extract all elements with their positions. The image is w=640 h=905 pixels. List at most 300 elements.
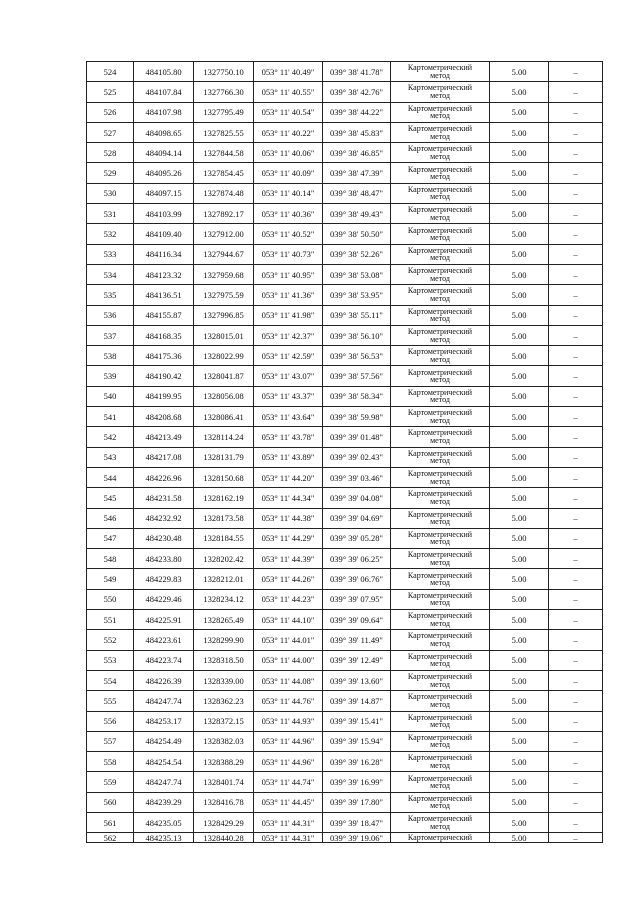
method-cell bbox=[391, 711, 490, 731]
table-row bbox=[87, 752, 603, 772]
method-line-1: Картометрический bbox=[407, 83, 473, 93]
method-line-2: метод bbox=[430, 70, 450, 80]
note-cell: – bbox=[549, 812, 603, 832]
y-coordinate-cell: 1328416.78 bbox=[194, 792, 254, 812]
table-row bbox=[87, 670, 603, 690]
x-coordinate-cell: 484107.98 bbox=[134, 102, 194, 122]
note-cell: – bbox=[549, 549, 603, 569]
table-row bbox=[87, 467, 603, 487]
method-cell bbox=[391, 143, 490, 163]
table-body bbox=[87, 62, 603, 843]
method-cell bbox=[391, 549, 490, 569]
longitude-cell: 039° 38' 42.76" bbox=[323, 82, 391, 102]
y-coordinate-cell: 1328212.01 bbox=[194, 569, 254, 589]
latitude-cell: 053° 11' 40.55" bbox=[254, 82, 323, 102]
method-cell bbox=[391, 366, 490, 386]
y-coordinate-cell: 1327844.58 bbox=[194, 143, 254, 163]
table-row bbox=[87, 650, 603, 670]
x-coordinate-cell: 484229.83 bbox=[134, 569, 194, 589]
y-coordinate-cell: 1328372.15 bbox=[194, 711, 254, 731]
method-cell bbox=[391, 752, 490, 772]
method-cell bbox=[391, 650, 490, 670]
point-number-cell: 552 bbox=[87, 630, 134, 650]
longitude-cell: 039° 39' 15.41" bbox=[323, 711, 391, 731]
x-coordinate-cell: 484199.95 bbox=[134, 386, 194, 406]
method-line-2: метод bbox=[430, 212, 450, 222]
accuracy-cell: 5.00 bbox=[490, 731, 549, 751]
note-cell: – bbox=[549, 224, 603, 244]
note-cell: – bbox=[549, 711, 603, 731]
point-number-cell: 544 bbox=[87, 467, 134, 487]
latitude-cell: 053° 11' 43.89" bbox=[254, 447, 323, 467]
method-cell bbox=[391, 731, 490, 751]
x-coordinate-cell: 484217.08 bbox=[134, 447, 194, 467]
table-row bbox=[87, 163, 603, 183]
table-row bbox=[87, 62, 603, 82]
longitude-cell: 039° 39' 01.48" bbox=[323, 427, 391, 447]
longitude-cell: 039° 39' 07.95" bbox=[323, 589, 391, 609]
method-cell bbox=[391, 812, 490, 832]
longitude-cell: 039° 38' 56.53" bbox=[323, 346, 391, 366]
method-cell bbox=[391, 163, 490, 183]
note-cell: – bbox=[549, 792, 603, 812]
accuracy-cell: 5.00 bbox=[490, 427, 549, 447]
x-coordinate-cell: 484247.74 bbox=[134, 772, 194, 792]
note-cell: – bbox=[549, 731, 603, 751]
method-line-2: метод bbox=[430, 740, 450, 750]
table-row bbox=[87, 285, 603, 305]
method-line-1: Картометрический bbox=[407, 832, 473, 842]
method-cell bbox=[391, 589, 490, 609]
x-coordinate-cell: 484097.15 bbox=[134, 183, 194, 203]
method-line-1: Картометрический bbox=[407, 550, 473, 560]
note-cell: – bbox=[549, 163, 603, 183]
point-number-cell: 531 bbox=[87, 204, 134, 224]
y-coordinate-cell: 1327959.68 bbox=[194, 264, 254, 284]
longitude-cell: 039° 38' 50.50" bbox=[323, 224, 391, 244]
latitude-cell: 053° 11' 44.34" bbox=[254, 488, 323, 508]
latitude-cell: 053° 11' 44.26" bbox=[254, 569, 323, 589]
method-cell bbox=[391, 427, 490, 447]
method-line-1: Картометрический bbox=[407, 651, 473, 661]
x-coordinate-cell: 484254.54 bbox=[134, 752, 194, 772]
note-cell: – bbox=[549, 488, 603, 508]
x-coordinate-cell: 484235.13 bbox=[134, 833, 194, 843]
table-row bbox=[87, 325, 603, 345]
method-line-2: метод bbox=[430, 334, 450, 344]
note-cell: – bbox=[549, 528, 603, 548]
accuracy-cell: 5.00 bbox=[490, 346, 549, 366]
method-line-2: метод bbox=[430, 172, 450, 182]
note-cell: – bbox=[549, 589, 603, 609]
method-line-1: Картометрический bbox=[407, 103, 473, 113]
method-line-2: метод bbox=[430, 476, 450, 486]
method-line-1: Картометрический bbox=[407, 529, 473, 539]
method-line-2: метод bbox=[430, 638, 450, 648]
method-cell bbox=[391, 224, 490, 244]
latitude-cell: 053° 11' 41.36" bbox=[254, 285, 323, 305]
table-row bbox=[87, 386, 603, 406]
method-line-1: Картометрический bbox=[407, 266, 473, 276]
method-line-1: Картометрический bbox=[407, 367, 473, 377]
y-coordinate-cell: 1327825.55 bbox=[194, 122, 254, 142]
longitude-cell: 039° 39' 18.47" bbox=[323, 812, 391, 832]
x-coordinate-cell: 484254.49 bbox=[134, 731, 194, 751]
table-row bbox=[87, 346, 603, 366]
point-number-cell: 530 bbox=[87, 183, 134, 203]
table-row bbox=[87, 589, 603, 609]
y-coordinate-cell: 1328086.41 bbox=[194, 407, 254, 427]
y-coordinate-cell: 1327750.10 bbox=[194, 62, 254, 82]
x-coordinate-cell: 484175.36 bbox=[134, 346, 194, 366]
note-cell: – bbox=[549, 346, 603, 366]
point-number-cell: 536 bbox=[87, 305, 134, 325]
accuracy-cell: 5.00 bbox=[490, 812, 549, 832]
note-cell: – bbox=[549, 102, 603, 122]
method-line-1: Картометрический bbox=[407, 732, 473, 742]
longitude-cell: 039° 39' 17.80" bbox=[323, 792, 391, 812]
method-line-1: Картометрический bbox=[407, 692, 473, 702]
x-coordinate-cell: 484116.34 bbox=[134, 244, 194, 264]
table-row bbox=[87, 772, 603, 792]
method-line-1: Картометрический bbox=[407, 327, 473, 336]
point-number-cell: 545 bbox=[87, 488, 134, 508]
x-coordinate-cell: 484098.65 bbox=[134, 122, 194, 142]
method-cell bbox=[391, 569, 490, 589]
point-number-cell: 550 bbox=[87, 589, 134, 609]
note-cell: – bbox=[549, 772, 603, 792]
y-coordinate-cell: 1327975.59 bbox=[194, 285, 254, 305]
y-coordinate-cell: 1327766.30 bbox=[194, 82, 254, 102]
latitude-cell: 053° 11' 44.74" bbox=[254, 772, 323, 792]
note-cell: – bbox=[549, 183, 603, 203]
method-line-1: Картометрический bbox=[407, 408, 473, 418]
y-coordinate-cell: 1328150.68 bbox=[194, 467, 254, 487]
method-line-2: метод bbox=[430, 90, 450, 100]
accuracy-cell: 5.00 bbox=[490, 143, 549, 163]
x-coordinate-cell: 484235.05 bbox=[134, 812, 194, 832]
method-line-1: Картометрический bbox=[407, 590, 473, 600]
accuracy-cell: 5.00 bbox=[490, 386, 549, 406]
longitude-cell: 039° 38' 41.78" bbox=[323, 62, 391, 82]
method-line-1: Картометрический bbox=[407, 712, 473, 722]
x-coordinate-cell: 484226.96 bbox=[134, 467, 194, 487]
latitude-cell: 053° 11' 42.59" bbox=[254, 346, 323, 366]
x-coordinate-cell: 484208.68 bbox=[134, 407, 194, 427]
method-line-2: метод bbox=[430, 354, 450, 364]
method-line-1: Картометрический bbox=[407, 164, 473, 174]
latitude-cell: 053° 11' 40.36" bbox=[254, 204, 323, 224]
note-cell: – bbox=[549, 122, 603, 142]
longitude-cell: 039° 39' 16.99" bbox=[323, 772, 391, 792]
latitude-cell: 053° 11' 40.14" bbox=[254, 183, 323, 203]
method-line-2: метод bbox=[430, 131, 450, 141]
longitude-cell: 039° 39' 11.49" bbox=[323, 630, 391, 650]
method-cell bbox=[391, 670, 490, 690]
y-coordinate-cell: 1327944.67 bbox=[194, 244, 254, 264]
method-cell bbox=[391, 528, 490, 548]
x-coordinate-cell: 484232.92 bbox=[134, 508, 194, 528]
x-coordinate-cell: 484190.42 bbox=[134, 366, 194, 386]
note-cell: – bbox=[549, 447, 603, 467]
method-line-2: метод bbox=[430, 496, 450, 506]
note-cell: – bbox=[549, 833, 603, 843]
x-coordinate-cell: 484229.46 bbox=[134, 589, 194, 609]
accuracy-cell: 5.00 bbox=[490, 407, 549, 427]
method-cell bbox=[391, 610, 490, 630]
note-cell: – bbox=[549, 305, 603, 325]
x-coordinate-cell: 484123.32 bbox=[134, 264, 194, 284]
longitude-cell: 039° 39' 06.76" bbox=[323, 569, 391, 589]
method-line-1: Картометрический bbox=[407, 753, 473, 763]
method-cell bbox=[391, 792, 490, 812]
table-row bbox=[87, 528, 603, 548]
accuracy-cell: 5.00 bbox=[490, 82, 549, 102]
point-number-cell: 524 bbox=[87, 62, 134, 82]
y-coordinate-cell: 1327854.45 bbox=[194, 163, 254, 183]
accuracy-cell: 5.00 bbox=[490, 325, 549, 345]
accuracy-cell: 5.00 bbox=[490, 102, 549, 122]
table-row bbox=[87, 711, 603, 731]
point-number-cell: 526 bbox=[87, 102, 134, 122]
note-cell: – bbox=[549, 143, 603, 163]
point-number-cell: 556 bbox=[87, 711, 134, 731]
method-line-1: Картометрический bbox=[407, 672, 473, 682]
method-cell bbox=[391, 82, 490, 102]
method-line-1: Картометрический bbox=[407, 773, 473, 783]
x-coordinate-cell: 484155.87 bbox=[134, 305, 194, 325]
x-coordinate-cell: 484136.51 bbox=[134, 285, 194, 305]
latitude-cell: 053° 11' 44.08" bbox=[254, 670, 323, 690]
longitude-cell: 039° 38' 44.22" bbox=[323, 102, 391, 122]
method-line-2: метод bbox=[430, 151, 450, 161]
latitude-cell: 053° 11' 43.37" bbox=[254, 386, 323, 406]
method-cell bbox=[391, 833, 490, 843]
point-number-cell: 533 bbox=[87, 244, 134, 264]
point-number-cell: 537 bbox=[87, 325, 134, 345]
latitude-cell: 053° 11' 44.96" bbox=[254, 731, 323, 751]
table-row bbox=[87, 569, 603, 589]
longitude-cell: 039° 39' 15.94" bbox=[323, 731, 391, 751]
accuracy-cell: 5.00 bbox=[490, 549, 549, 569]
y-coordinate-cell: 1328184.55 bbox=[194, 528, 254, 548]
latitude-cell: 053° 11' 44.45" bbox=[254, 792, 323, 812]
x-coordinate-cell: 484239.29 bbox=[134, 792, 194, 812]
table-row bbox=[87, 691, 603, 711]
method-cell bbox=[391, 122, 490, 142]
method-line-1: Картометрический bbox=[407, 63, 473, 73]
longitude-cell: 039° 38' 59.98" bbox=[323, 407, 391, 427]
longitude-cell: 039° 38' 52.26" bbox=[323, 244, 391, 264]
y-coordinate-cell: 1328440.28 bbox=[194, 833, 254, 843]
accuracy-cell: 5.00 bbox=[490, 792, 549, 812]
x-coordinate-cell: 484231.58 bbox=[134, 488, 194, 508]
method-line-2: метод bbox=[430, 679, 450, 689]
x-coordinate-cell: 484103.99 bbox=[134, 204, 194, 224]
latitude-cell: 053° 11' 44.29" bbox=[254, 528, 323, 548]
latitude-cell: 053° 11' 40.73" bbox=[254, 244, 323, 264]
accuracy-cell: 5.00 bbox=[490, 711, 549, 731]
table-row bbox=[87, 224, 603, 244]
table-row bbox=[87, 610, 603, 630]
method-cell bbox=[391, 62, 490, 82]
table-row bbox=[87, 549, 603, 569]
latitude-cell: 053° 11' 44.38" bbox=[254, 508, 323, 528]
y-coordinate-cell: 1328022.99 bbox=[194, 346, 254, 366]
accuracy-cell: 5.00 bbox=[490, 488, 549, 508]
note-cell: – bbox=[549, 670, 603, 690]
accuracy-cell: 5.00 bbox=[490, 62, 549, 82]
note-cell: – bbox=[549, 508, 603, 528]
method-line-1: Картометрический bbox=[407, 306, 473, 316]
method-line-2: метод bbox=[430, 618, 450, 628]
y-coordinate-cell: 1328339.00 bbox=[194, 670, 254, 690]
latitude-cell: 053° 11' 40.06" bbox=[254, 143, 323, 163]
longitude-cell: 039° 38' 53.95" bbox=[323, 285, 391, 305]
point-number-cell: 529 bbox=[87, 163, 134, 183]
accuracy-cell: 5.00 bbox=[490, 610, 549, 630]
point-number-cell: 535 bbox=[87, 285, 134, 305]
longitude-cell: 039° 39' 09.64" bbox=[323, 610, 391, 630]
accuracy-cell: 5.00 bbox=[490, 264, 549, 284]
accuracy-cell: 5.00 bbox=[490, 630, 549, 650]
method-line-1: Картометрический bbox=[407, 570, 473, 580]
x-coordinate-cell: 484213.49 bbox=[134, 427, 194, 447]
method-line-1: Картометрический bbox=[407, 428, 473, 438]
accuracy-cell: 5.00 bbox=[490, 447, 549, 467]
longitude-cell: 039° 38' 47.39" bbox=[323, 163, 391, 183]
method-line-2: метод bbox=[430, 598, 450, 608]
point-number-cell: 559 bbox=[87, 772, 134, 792]
method-line-2: метод bbox=[430, 415, 450, 425]
point-number-cell: 558 bbox=[87, 752, 134, 772]
method-line-1: Картометрический bbox=[407, 631, 473, 641]
point-number-cell: 554 bbox=[87, 670, 134, 690]
accuracy-cell: 5.00 bbox=[490, 528, 549, 548]
y-coordinate-cell: 1328362.23 bbox=[194, 691, 254, 711]
method-cell bbox=[391, 285, 490, 305]
method-line-2: метод bbox=[430, 192, 450, 202]
point-number-cell: 560 bbox=[87, 792, 134, 812]
longitude-cell: 039° 38' 57.56" bbox=[323, 366, 391, 386]
longitude-cell: 039° 38' 56.10" bbox=[323, 325, 391, 345]
longitude-cell: 039° 38' 53.08" bbox=[323, 264, 391, 284]
latitude-cell: 053° 11' 40.22" bbox=[254, 122, 323, 142]
point-number-cell: 557 bbox=[87, 731, 134, 751]
y-coordinate-cell: 1328162.19 bbox=[194, 488, 254, 508]
accuracy-cell: 5.00 bbox=[490, 772, 549, 792]
method-line-1: Картометрический bbox=[407, 124, 473, 134]
accuracy-cell: 5.00 bbox=[490, 467, 549, 487]
point-number-cell: 532 bbox=[87, 224, 134, 244]
point-number-cell: 538 bbox=[87, 346, 134, 366]
method-line-2: метод bbox=[430, 517, 450, 527]
method-line-1: Картометрический bbox=[407, 286, 473, 296]
x-coordinate-cell: 484225.91 bbox=[134, 610, 194, 630]
y-coordinate-cell: 1327912.00 bbox=[194, 224, 254, 244]
table-row bbox=[87, 305, 603, 325]
longitude-cell: 039° 39' 04.69" bbox=[323, 508, 391, 528]
y-coordinate-cell: 1327874.48 bbox=[194, 183, 254, 203]
accuracy-cell: 5.00 bbox=[490, 752, 549, 772]
method-cell bbox=[391, 386, 490, 406]
note-cell: – bbox=[549, 630, 603, 650]
latitude-cell: 053° 11' 42.37" bbox=[254, 325, 323, 345]
latitude-cell: 053° 11' 43.64" bbox=[254, 407, 323, 427]
table-row bbox=[87, 427, 603, 447]
note-cell: – bbox=[549, 386, 603, 406]
point-number-cell: 549 bbox=[87, 569, 134, 589]
y-coordinate-cell: 1328234.12 bbox=[194, 589, 254, 609]
note-cell: – bbox=[549, 285, 603, 305]
table-row bbox=[87, 183, 603, 203]
table-row bbox=[87, 447, 603, 467]
accuracy-cell: 5.00 bbox=[490, 670, 549, 690]
accuracy-cell: 5.00 bbox=[490, 569, 549, 589]
x-coordinate-cell: 484233.80 bbox=[134, 549, 194, 569]
method-cell bbox=[391, 772, 490, 792]
accuracy-cell: 5.00 bbox=[490, 691, 549, 711]
longitude-cell: 039° 39' 02.43" bbox=[323, 447, 391, 467]
method-line-2: метод bbox=[430, 699, 450, 709]
method-line-2: метод bbox=[430, 375, 450, 385]
x-coordinate-cell: 484253.17 bbox=[134, 711, 194, 731]
accuracy-cell: 5.00 bbox=[490, 122, 549, 142]
accuracy-cell: 5.00 bbox=[490, 183, 549, 203]
y-coordinate-cell: 1328041.87 bbox=[194, 366, 254, 386]
longitude-cell: 039° 38' 49.43" bbox=[323, 204, 391, 224]
table-row bbox=[87, 244, 603, 264]
note-cell: – bbox=[549, 325, 603, 345]
coordinates-table bbox=[86, 61, 603, 843]
longitude-cell: 039° 38' 48.47" bbox=[323, 183, 391, 203]
note-cell: – bbox=[549, 82, 603, 102]
method-line-1: Картометрический bbox=[407, 793, 473, 803]
method-line-2: метод bbox=[430, 801, 450, 811]
point-number-cell: 547 bbox=[87, 528, 134, 548]
point-number-cell: 561 bbox=[87, 812, 134, 832]
latitude-cell: 053° 11' 44.23" bbox=[254, 589, 323, 609]
y-coordinate-cell: 1327795.49 bbox=[194, 102, 254, 122]
point-number-cell: 525 bbox=[87, 82, 134, 102]
method-line-2: метод bbox=[430, 293, 450, 303]
method-cell bbox=[391, 102, 490, 122]
method-line-1: Картометрический bbox=[407, 144, 473, 154]
method-cell bbox=[391, 467, 490, 487]
method-line-1: Картометрический bbox=[407, 205, 473, 215]
y-coordinate-cell: 1328173.58 bbox=[194, 508, 254, 528]
point-number-cell: 548 bbox=[87, 549, 134, 569]
y-coordinate-cell: 1327996.85 bbox=[194, 305, 254, 325]
table-row bbox=[87, 82, 603, 102]
table-row bbox=[87, 488, 603, 508]
x-coordinate-cell: 484223.61 bbox=[134, 630, 194, 650]
x-coordinate-cell: 484230.48 bbox=[134, 528, 194, 548]
y-coordinate-cell: 1328429.29 bbox=[194, 812, 254, 832]
accuracy-cell: 5.00 bbox=[490, 366, 549, 386]
latitude-cell: 053° 11' 44.10" bbox=[254, 610, 323, 630]
latitude-cell: 053° 11' 44.00" bbox=[254, 650, 323, 670]
longitude-cell: 039° 39' 03.46" bbox=[323, 467, 391, 487]
point-number-cell: 553 bbox=[87, 650, 134, 670]
method-line-2: метод bbox=[430, 659, 450, 669]
longitude-cell: 039° 39' 04.08" bbox=[323, 488, 391, 508]
x-coordinate-cell: 484094.14 bbox=[134, 143, 194, 163]
latitude-cell: 053° 11' 43.07" bbox=[254, 366, 323, 386]
longitude-cell: 039° 39' 14.87" bbox=[323, 691, 391, 711]
accuracy-cell: 5.00 bbox=[490, 305, 549, 325]
accuracy-cell: 5.00 bbox=[490, 508, 549, 528]
